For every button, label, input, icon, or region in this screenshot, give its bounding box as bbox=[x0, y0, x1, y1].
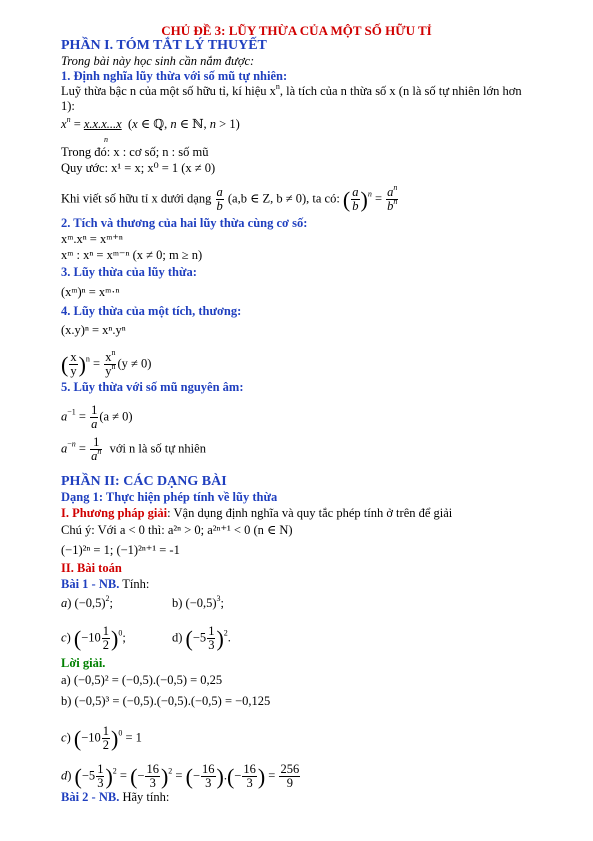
section2-formula2: xᵐ : xⁿ = xᵐ⁻ⁿ (x ≠ 0; m ≥ n) bbox=[61, 248, 203, 262]
bai2-heading: Bài 2 - NB. Hãy tính: bbox=[61, 790, 170, 804]
in-which-text: Trong đó: x : cơ số; n : số mũ bbox=[61, 145, 209, 159]
bai1-b: b) $(-0,5)^3$; bbox=[172, 594, 225, 610]
method-line: I. Phương pháp giải: Vận dụng định nghĩa và quy tắc phép tính ở trên để giải bbox=[61, 506, 453, 520]
type1-heading: Dạng 1: Thực hiện phép tính về lũy thừa bbox=[61, 490, 278, 504]
section1-title: 1. Định nghĩa lũy thừa với số mũ tự nhiên: bbox=[61, 69, 288, 83]
definition-formula: $x^n = x.x.x...x$ (x ∈ ℚ, n ∈ ℕ, n > 1) bbox=[61, 115, 240, 131]
section1-text: Luỹ thừa bậc n của một số hữu tỉ, kí hiệu $x^n$, là tích của n thừa số x (n là số tự nhiên lớn hơn bbox=[61, 82, 522, 98]
problems-heading: II. Bài toán bbox=[61, 561, 122, 575]
fraction-rule: Khi viết số hữu tỉ x dưới dạng $\frac{a}{b}$ (a,b ∈ Z, b ≠ 0), ta có: ( $\frac{a}{b}$ )$^n$ = $\frac{a^n}{b^n}$ bbox=[61, 183, 398, 213]
section1-text-cont: 1): bbox=[61, 99, 75, 113]
solution-d: d) (−5 $\frac{1}{3}$ )$^2$ = (− $\frac{16}{3}$ )$^2$ = (− $\frac{16}{3}$ ).(− $\frac{16}{3}$ ) = $\frac{256}{9}$ bbox=[61, 762, 300, 790]
section2-formula1: xᵐ.xⁿ = xᵐ⁺ⁿ bbox=[61, 232, 123, 246]
solution-b: b) (−0,5)³ = (−0,5).(−0,5).(−0,5) = −0,125 bbox=[61, 694, 271, 708]
section4-title: 4. Lũy thừa của một tích, thương: bbox=[61, 304, 242, 318]
section5-formula2: $a^{-n}$ = $\frac{1}{a^n}$ với n là số tự nhiên bbox=[61, 435, 206, 463]
solution-heading: Lời giải. bbox=[61, 656, 106, 670]
bai1-c: c) (−10 $\frac{1}{2}$ )$^0$; bbox=[61, 624, 126, 652]
bai1-d: d) (−5 $\frac{1}{3}$ )$^2$. bbox=[172, 624, 231, 652]
part2-heading: PHẦN II: CÁC DẠNG BÀI bbox=[61, 474, 227, 489]
intro-text: Trong bài này học sinh cần nắm được: bbox=[61, 54, 255, 68]
section5-formula1: $a^{-1}$ = $\frac{1}{a}$ (a ≠ 0) bbox=[61, 403, 133, 431]
bai1-heading: Bài 1 - NB. Tính: bbox=[61, 577, 150, 591]
section3-title: 3. Lũy thừa của lũy thừa: bbox=[61, 265, 197, 279]
section4-formula1: (x.y)ⁿ = xⁿ.yⁿ bbox=[61, 323, 126, 337]
section3-formula: (xᵐ)ⁿ = xᵐ·ⁿ bbox=[61, 285, 120, 299]
part1-heading: PHẦN I. TÓM TẮT LÝ THUYẾT bbox=[61, 38, 267, 53]
page-title: CHỦ ĐỀ 3: LŨY THỪA CỦA MỘT SỐ HỮU TỈ bbox=[161, 23, 432, 38]
convention-text: Quy ước: x¹ = x; x⁰ = 1 (x ≠ 0) bbox=[61, 161, 216, 175]
note-line-2: (−1)²ⁿ = 1; (−1)²ⁿ⁺¹ = -1 bbox=[61, 543, 180, 557]
solution-a: a) (−0,5)² = (−0,5).(−0,5) = 0,25 bbox=[61, 673, 223, 687]
underbrace-n: n bbox=[104, 135, 108, 144]
bai1-a: a) $(-0,5)^2$; bbox=[61, 594, 114, 610]
section4-formula2: ( $\frac{x}{y}$ )$^n$ = $\frac{x^n}{y^n}$ (y ≠ 0) bbox=[61, 348, 152, 378]
note-line: Chú ý: Với a < 0 thì: a²ⁿ > 0; a²ⁿ⁺¹ < 0 (n ∈ N) bbox=[61, 523, 293, 537]
section2-title: 2. Tích và thương của hai lũy thừa cùng cơ số: bbox=[61, 216, 308, 230]
section5-title: 5. Lũy thừa với số mũ nguyên âm: bbox=[61, 380, 244, 394]
solution-c: c) (−10 $\frac{1}{2}$ )$^0$ = 1 bbox=[61, 724, 142, 752]
